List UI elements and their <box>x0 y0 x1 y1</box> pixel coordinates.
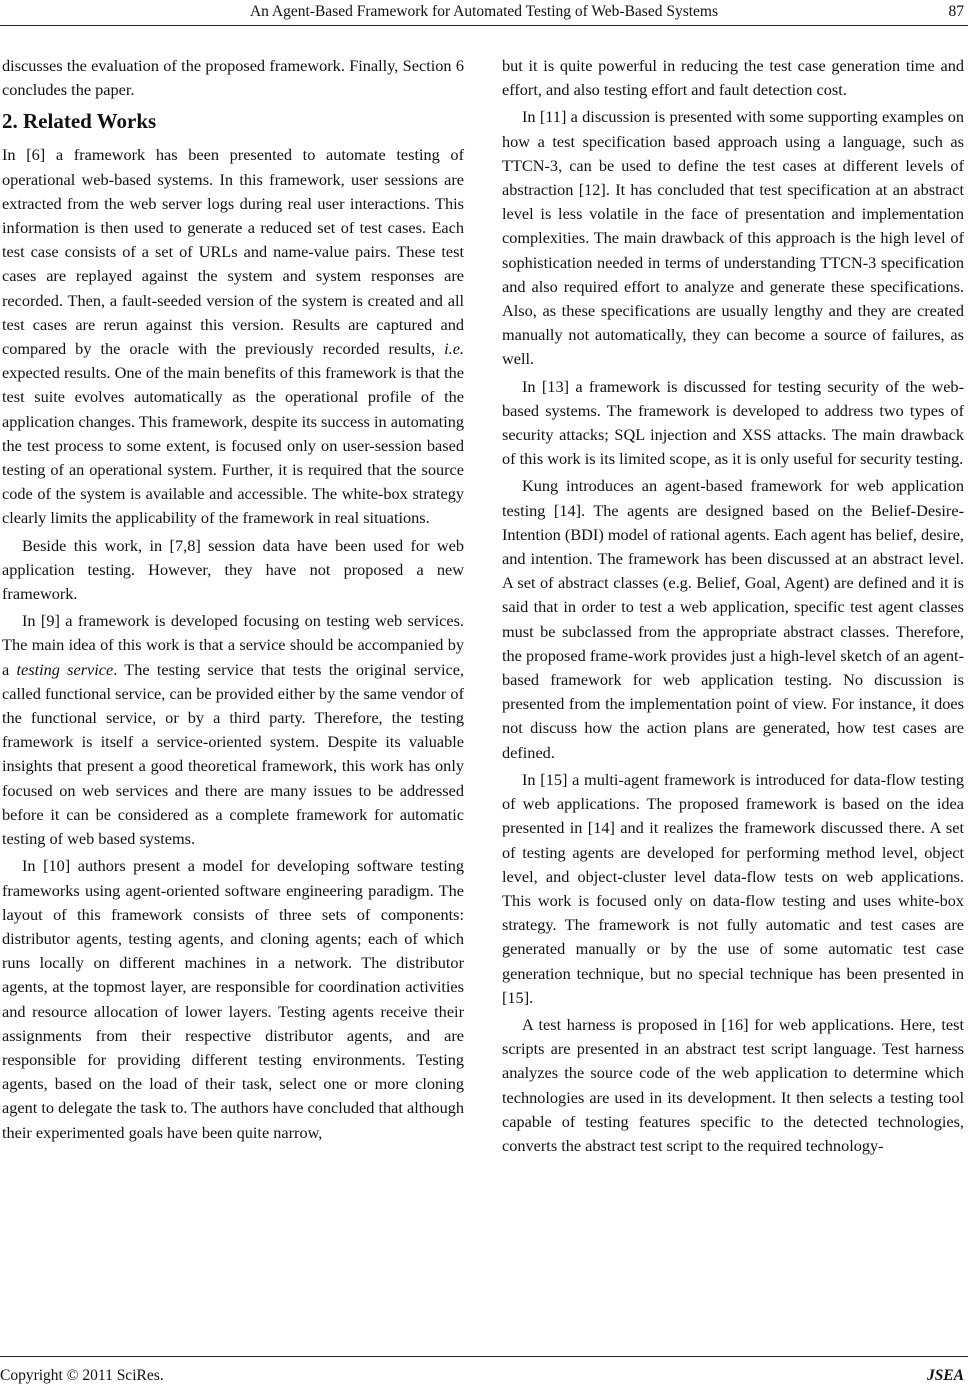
paragraph-related-4: In [10] authors present a model for developing software testing frameworks using agent-oriented software engineering paradigm. The layout of this framework consists of three sets of components: distributor agents, testing agents, and cloning agents; each of which runs locally on different machines in a network. The distributor agents, at the topmost layer, are responsible for coordination activities and resource allocation of lower layers. Testing agents receive their assignments from their respective distributor agents, and are responsible for providing different testing environments. Testing agents, based on the load of their task, select one or more cloning agent to delegate the task to. The authors have concluded that although their experimented goals have been quite narrow, <box>2 856 464 1142</box>
paragraph-related-3 <box>2 609 464 851</box>
paragraph-related-1 <box>2 143 464 530</box>
text-span: . The testing service that tests the original service, called functional service, can be provided either by the same vendor of the functional service, or by a third party. Therefore, the testing framework is itself a service-oriented system. Despite its valuable insights that present a good theoretical framework, this work has only focused on web services and there are many issues to be addressed before it can be considered as a complete framework for automatic testing of web based systems. <box>2 659 464 849</box>
italic-testing-service: testing service <box>16 659 114 679</box>
paragraph-intro-end: discusses the evaluation of the proposed framework. Finally, Section 6 concludes the paper. <box>2 56 464 100</box>
paragraph-security: In [13] a framework is discussed for testing security of the web-based systems. The framework is developed to address two types of security attacks; SQL injection and XSS attacks. The main drawback of this work is its limited scope, as it is only useful for security testing. <box>502 376 964 469</box>
section-heading: 2. Related Works <box>2 109 157 134</box>
journal-abbreviation: JSEA <box>926 1367 964 1384</box>
page-footer <box>0 1356 968 1386</box>
paragraph-ttcn3: In [11] a discussion is presented with some supporting examples on how a test specification based approach using a language, such as TTCN-3, can be used to define the test cases at different levels of abstraction [12]. It has concluded that test specification at an abstract level is less volatile in the face of presentation and implementation complexities. The main drawback of this approach is the high level of sophistication needed in terms of understanding TTCN-3 specification and also required effort to analyze and generate these specifications. Also, as these specifications are usually lengthy and they are created manually not automatically, they can become a source of failures, as well. <box>502 107 964 369</box>
right-column <box>502 54 964 1158</box>
paragraph-multi-agent: In [15] a multi-agent framework is introduced for data-flow testing of web applications. The proposed framework is based on the idea presented in [14] and it realizes the framework discussed there. A set of testing agents are developed for performing method level, object level, and object-cluster level data-flow tests on web applications. This work is focused only on data-flow testing and uses white-box strategy. The framework is not fully automatic and test cases are generated manually or by the use of some automatic test case generation technique, but no special technique has been presented in [15]. <box>502 769 964 1007</box>
header-rule <box>0 25 968 26</box>
paragraph-test-harness: A test harness is proposed in [16] for web applications. Here, test scripts are presented in an abstract test script language. Test harness analyzes the source code of the web application to determine which technologies are used in its development. It then selects a testing tool capable of testing features specific to the detected technologies, converts the abstract test script to the required technology- <box>502 1014 964 1155</box>
copyright-notice: Copyright © 2011 SciRes. <box>0 1367 164 1384</box>
italic-ie: i.e. <box>444 339 464 359</box>
paragraph-related-2: Beside this work, in [7,8] session data have been used for web application testing. However, they have not proposed a new framework. <box>2 535 464 604</box>
text-span: In [9] a framework is developed focusing on testing web services. The main idea of this work is that a service should be accompanied by a <box>2 611 464 679</box>
left-column <box>2 54 464 1145</box>
paragraph-continued: but it is quite powerful in reducing the test case generation time and effort, and also testing effort and fault detection cost. <box>502 56 964 100</box>
text-span: In [6] a framework has been presented to automate testing of operational web-based systems. In this framework, user sessions are extracted from the web server logs during real user interactions. This information is then used to generate a reduced set of test cases. Each test case consists of a set of URLs and name-value pairs. These test cases are replayed against the system and system responses are recorded. Then, a fault-seeded version of the system is created and all test cases are rerun against this version. Results are captured and compared by the oracle with the previously recorded results, <box>2 145 464 359</box>
paragraph-kung: Kung introduces an agent-based framework for web application testing [14]. The agents are designed based on the Belief-Desire-Intention (BDI) model of rational agents. Each agent has belief, desire, and intention. The framework has been discussed at an abstract level. A set of abstract classes (e.g. Belief, Goal, Agent) are defined and it is said that in order to test a web application, specific test agent classes must be subclassed from the appropriate abstract classes. Therefore, the proposed frame-work provides just a high-level sketch of an agent-based framework for web application testing. No discussion is presented from the implementation point of view. For instance, it does not discuss how the action plans are generated, how test cases are defined. <box>502 476 964 762</box>
text-span: expected results. One of the main benefits of this framework is that the test suite evolves automatically as the operational profile of the application changes. This framework, despite its success in automating the test process to some extent, is focused only on user-session based testing of an operational system. Further, it is required that the source code of the system is available and accessible. The white-box strategy clearly limits the applicability of the framework in real situations. <box>2 363 464 528</box>
footer-rule <box>0 1356 968 1357</box>
page-header <box>0 0 968 26</box>
running-title: An Agent-Based Framework for Automated Testing of Web-Based Systems <box>249 3 719 20</box>
page-number: 87 <box>948 3 964 20</box>
